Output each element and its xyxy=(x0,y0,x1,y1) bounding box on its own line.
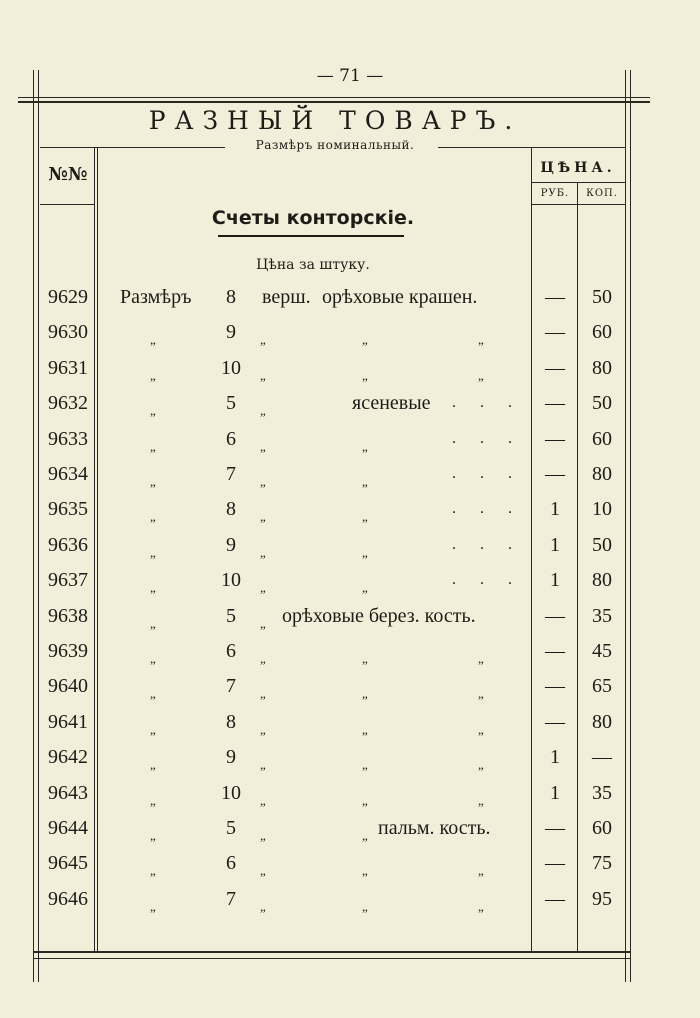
item-size: 6 xyxy=(226,427,236,450)
ditto-mark: „ xyxy=(362,792,368,808)
ditto-mark: „ xyxy=(362,828,368,843)
ditto-mark: „ xyxy=(150,438,156,454)
ditto-mark: „ xyxy=(260,474,266,489)
ditto-mark: „ xyxy=(150,332,156,348)
item-number: 9631 xyxy=(48,356,88,379)
ditto-mark: „ xyxy=(150,474,156,489)
leader-dots: . . . xyxy=(452,535,522,553)
ditto-mark: „ xyxy=(362,686,368,702)
item-size: 5 xyxy=(226,392,236,415)
ditto-mark: „ xyxy=(362,509,368,525)
ditto-mark: „ xyxy=(478,898,484,914)
ditto-mark: „ xyxy=(150,509,156,525)
table-row xyxy=(0,567,700,602)
price-kopecks: 95 xyxy=(592,887,612,910)
ditto-mark: „ xyxy=(362,757,368,773)
item-number: 9635 xyxy=(48,498,88,521)
table-row xyxy=(0,496,700,531)
item-size: 5 xyxy=(226,817,236,839)
price-kopecks: 50 xyxy=(592,392,612,415)
price-rubles: 1 xyxy=(550,569,560,592)
page-number: — 71 — xyxy=(316,66,384,86)
table-row xyxy=(0,638,700,673)
top-rule-1 xyxy=(18,97,650,98)
price-subheader-rule xyxy=(531,204,626,205)
wood-type: пальм. кость. xyxy=(378,817,491,839)
ditto-mark: „ xyxy=(260,721,266,737)
item-size: 6 xyxy=(226,640,236,662)
ditto-mark: „ xyxy=(150,544,156,560)
table-row xyxy=(0,850,700,885)
leader-dots: . . . xyxy=(452,500,522,518)
ditto-mark: „ xyxy=(260,898,266,914)
item-size: 5 xyxy=(226,604,236,627)
item-number: 9645 xyxy=(48,852,88,875)
ditto-mark: „ xyxy=(150,651,156,666)
price-kopecks: 60 xyxy=(592,427,612,450)
ditto-mark: „ xyxy=(150,792,156,808)
ditto-mark: „ xyxy=(150,615,156,631)
item-size: 9 xyxy=(226,533,236,556)
ditto-mark: „ xyxy=(362,544,368,560)
price-rubles: — xyxy=(545,710,565,733)
size-unit: верш. xyxy=(262,286,311,308)
ditto-mark: „ xyxy=(260,792,266,808)
item-size: 7 xyxy=(226,463,236,485)
table-row xyxy=(0,886,700,921)
price-rubles: — xyxy=(545,463,565,485)
ditto-mark: „ xyxy=(260,332,266,348)
price-rubles: 1 xyxy=(550,498,560,521)
price-kopecks: 45 xyxy=(592,640,612,662)
price-rubles: — xyxy=(545,427,565,450)
table-row xyxy=(0,673,700,708)
number-column-header: №№ xyxy=(48,164,88,185)
ditto-mark: „ xyxy=(478,651,484,666)
item-number: 9630 xyxy=(48,321,88,344)
item-number: 9641 xyxy=(48,710,88,733)
ditto-mark: „ xyxy=(362,474,368,489)
ditto-mark: „ xyxy=(362,721,368,737)
price-kopecks: — xyxy=(592,746,612,769)
item-size: 6 xyxy=(226,852,236,875)
item-number: 9629 xyxy=(48,286,88,308)
price-kopecks: 35 xyxy=(592,781,612,804)
price-rubles: 1 xyxy=(550,746,560,769)
price-rubles: — xyxy=(545,852,565,875)
table-row xyxy=(0,603,700,638)
size-note: Размѣръ номинальный. xyxy=(255,138,415,152)
price-kopecks: 80 xyxy=(592,356,612,379)
table-row xyxy=(0,284,700,319)
ditto-mark: „ xyxy=(150,403,156,419)
ditto-mark: „ xyxy=(260,580,266,596)
price-kopecks: 60 xyxy=(592,817,612,839)
no-header-rule xyxy=(40,204,94,205)
price-kopecks: 50 xyxy=(592,286,612,308)
item-size: 9 xyxy=(226,321,236,344)
price-rubles: — xyxy=(545,887,565,910)
table-row xyxy=(0,319,700,354)
item-number: 9642 xyxy=(48,746,88,769)
price-kopecks: 50 xyxy=(592,533,612,556)
price-rubles: — xyxy=(545,817,565,839)
item-size: 7 xyxy=(226,887,236,910)
ditto-mark: „ xyxy=(478,332,484,348)
item-number: 9634 xyxy=(48,463,88,485)
subsection-underline xyxy=(218,235,404,237)
ditto-mark: „ xyxy=(150,898,156,914)
ditto-mark: „ xyxy=(260,863,266,879)
leader-dots: . . . xyxy=(452,394,522,412)
table-row xyxy=(0,461,700,496)
section-title: РАЗНЫЙ ТОВАРЪ. xyxy=(148,106,522,135)
ditto-mark: „ xyxy=(150,828,156,843)
ditto-mark: „ xyxy=(362,580,368,596)
item-number: 9646 xyxy=(48,887,88,910)
price-kopecks: 80 xyxy=(592,463,612,485)
ditto-mark: „ xyxy=(260,367,266,383)
item-number: 9643 xyxy=(48,781,88,804)
bottom-rule-1 xyxy=(33,951,631,953)
item-number: 9644 xyxy=(48,817,88,839)
leader-dots: . . . xyxy=(452,465,522,482)
ditto-mark: „ xyxy=(260,509,266,525)
price-kopecks: 60 xyxy=(592,321,612,344)
price-rubles: — xyxy=(545,640,565,662)
subsection-title: Счеты конторскіе. xyxy=(211,207,415,229)
ditto-mark: „ xyxy=(478,721,484,737)
wood-type: ясеневые xyxy=(352,392,431,415)
ditto-mark: „ xyxy=(150,580,156,596)
price-rubles: — xyxy=(545,286,565,308)
table-row xyxy=(0,709,700,744)
item-size: 8 xyxy=(226,286,236,308)
table-row xyxy=(0,355,700,390)
ditto-mark: „ xyxy=(150,367,156,383)
ditto-mark: „ xyxy=(150,721,156,737)
table-row xyxy=(0,780,700,815)
ditto-mark: „ xyxy=(478,863,484,879)
wood-type: орѣховые крашен. xyxy=(322,286,478,308)
price-rubles: — xyxy=(545,356,565,379)
ditto-mark: „ xyxy=(260,403,266,419)
price-kopecks: 65 xyxy=(592,675,612,698)
price-kopecks: 35 xyxy=(592,604,612,627)
table-row xyxy=(0,744,700,779)
ditto-mark: „ xyxy=(260,615,266,631)
item-size: 9 xyxy=(226,746,236,769)
item-size: 10 xyxy=(221,569,241,592)
rub-column-header: РУБ. xyxy=(540,188,570,199)
price-rubles: 1 xyxy=(550,781,560,804)
size-label: Размѣръ xyxy=(120,286,192,308)
price-kopecks: 80 xyxy=(592,569,612,592)
ditto-mark: „ xyxy=(150,863,156,879)
price-kopecks: 75 xyxy=(592,852,612,875)
item-number: 9633 xyxy=(48,427,88,450)
ditto-mark: „ xyxy=(150,686,156,702)
ditto-mark: „ xyxy=(362,367,368,383)
ditto-mark: „ xyxy=(478,367,484,383)
ditto-mark: „ xyxy=(478,686,484,702)
item-number: 9638 xyxy=(48,604,88,627)
ditto-mark: „ xyxy=(260,544,266,560)
item-size: 8 xyxy=(226,710,236,733)
table-row xyxy=(0,426,700,461)
ditto-mark: „ xyxy=(260,651,266,666)
item-size: 10 xyxy=(221,781,241,804)
item-size: 8 xyxy=(226,498,236,521)
leader-dots: . . . xyxy=(452,429,522,447)
price-header-rule xyxy=(531,182,626,183)
ditto-mark: „ xyxy=(478,792,484,808)
ditto-mark: „ xyxy=(260,438,266,454)
price-rubles: — xyxy=(545,392,565,415)
ditto-mark: „ xyxy=(260,686,266,702)
table-row xyxy=(0,532,700,567)
table-row xyxy=(0,390,700,425)
price-kopecks: 10 xyxy=(592,498,612,521)
price-kopecks: 80 xyxy=(592,710,612,733)
wood-type: орѣховые берез. кость. xyxy=(282,604,476,627)
price-rubles: — xyxy=(545,675,565,698)
table-row xyxy=(0,815,700,850)
item-number: 9632 xyxy=(48,392,88,415)
ditto-mark: „ xyxy=(478,757,484,773)
price-column-header: ЦѢНА. xyxy=(540,160,616,176)
ditto-mark: „ xyxy=(362,898,368,914)
ditto-mark: „ xyxy=(260,757,266,773)
ditto-mark: „ xyxy=(150,757,156,773)
bottom-rule-2 xyxy=(33,958,631,959)
leader-dots: . . . xyxy=(452,571,522,589)
unit-price-note: Цѣна за штуку. xyxy=(256,257,370,273)
item-number: 9636 xyxy=(48,533,88,556)
item-size: 10 xyxy=(221,356,241,379)
price-rubles: — xyxy=(545,321,565,344)
ditto-mark: „ xyxy=(362,332,368,348)
item-number: 9637 xyxy=(48,569,88,592)
price-rubles: 1 xyxy=(550,533,560,556)
ditto-mark: „ xyxy=(362,438,368,454)
ditto-mark: „ xyxy=(260,828,266,843)
item-number: 9640 xyxy=(48,675,88,698)
kop-column-header: КОП. xyxy=(586,188,618,199)
ditto-mark: „ xyxy=(362,863,368,879)
ditto-mark: „ xyxy=(362,651,368,666)
price-rubles: — xyxy=(545,604,565,627)
top-rule-2 xyxy=(18,101,650,103)
item-size: 7 xyxy=(226,675,236,698)
item-number: 9639 xyxy=(48,640,88,662)
